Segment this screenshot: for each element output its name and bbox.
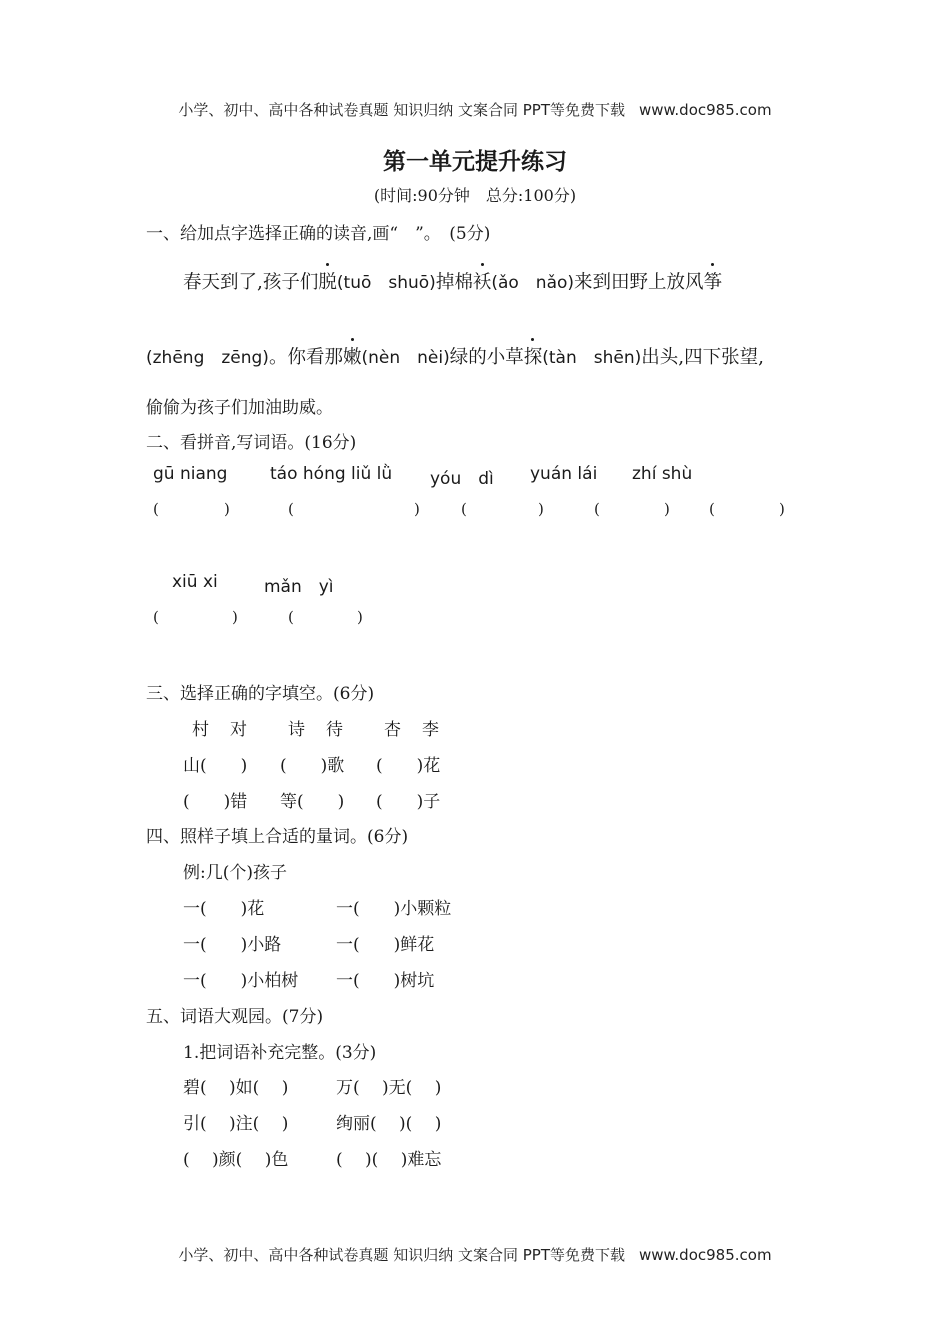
- pinyin-options: (tàn shēn): [542, 348, 642, 368]
- text: 来到田野上放风: [574, 272, 704, 293]
- dotted-char: 袄: [473, 268, 492, 294]
- dotted-char: 筝: [704, 268, 723, 294]
- fill-blank[interactable]: 山( ): [183, 756, 248, 776]
- fill-blank[interactable]: ( )错: [183, 792, 248, 812]
- pinyin-item: yuán lái: [530, 464, 598, 484]
- char-option: 诗: [288, 720, 305, 740]
- fill-blank[interactable]: 一( )花: [183, 899, 265, 919]
- fill-blank[interactable]: 一( )树坑: [336, 971, 435, 991]
- section5-heading: 五、词语大观园。(7分): [146, 1007, 324, 1027]
- pinyin-item: xiū xi: [172, 572, 218, 592]
- pinyin-item: mǎn yì: [264, 577, 334, 597]
- text: 出头,四下张望,: [641, 347, 764, 368]
- answer-box-close: ): [664, 500, 670, 518]
- char-option: 李: [422, 720, 439, 740]
- answer-box-close: ): [232, 608, 238, 626]
- footer-site-text: 小学、初中、高中各种试卷真题 知识归纳 文案合同 PPT等免费下载: [178, 1246, 625, 1264]
- section3-heading: 三、选择正确的字填空。(6分): [146, 684, 375, 704]
- page-footer: [0, 1244, 950, 1265]
- answer-box-open[interactable]: (: [461, 500, 467, 518]
- char-option: 杏: [384, 720, 401, 740]
- fill-blank[interactable]: 一( )小颗粒: [336, 899, 452, 919]
- text: 掉棉: [435, 272, 473, 293]
- section1-line2: [146, 343, 764, 369]
- pinyin-options: (zhēng zēng): [146, 348, 269, 368]
- answer-box-close: ): [224, 500, 230, 518]
- fill-blank[interactable]: 一( )鲜花: [336, 935, 435, 955]
- header-url[interactable]: www.doc985.com: [638, 101, 772, 119]
- fill-blank[interactable]: ( )子: [376, 792, 441, 812]
- subquestion-1: 1.把词语补充完整。(3分): [183, 1043, 377, 1063]
- answer-box-open[interactable]: (: [288, 500, 294, 518]
- fill-blank[interactable]: 碧( )如( ): [183, 1078, 289, 1098]
- fill-blank[interactable]: 等( ): [280, 792, 345, 812]
- pinyin-item: táo hóng liǔ lǜ: [270, 464, 393, 484]
- fill-blank[interactable]: 一( )小路: [183, 935, 282, 955]
- text: 春天到了,孩子们: [183, 272, 319, 293]
- section1-line3: 偷偷为孩子们加油助威。: [146, 398, 333, 418]
- fill-blank[interactable]: ( )颜( )色: [183, 1150, 289, 1170]
- answer-box-close: ): [357, 608, 363, 626]
- section1-heading: 一、给加点字选择正确的读音,画“ ”。 (5分): [146, 224, 491, 244]
- pinyin-item: yóu dì: [430, 469, 494, 489]
- answer-box-open[interactable]: (: [153, 500, 159, 518]
- fill-blank[interactable]: 引( )注( ): [183, 1114, 289, 1134]
- fill-blank[interactable]: ( )歌: [280, 756, 345, 776]
- answer-box-close: ): [414, 500, 420, 518]
- header-site-text: 小学、初中、高中各种试卷真题 知识归纳 文案合同 PPT等免费下载: [178, 101, 625, 119]
- page-header: [0, 99, 950, 120]
- text: 绿的小草: [449, 347, 524, 368]
- footer-url[interactable]: www.doc985.com: [638, 1246, 772, 1264]
- answer-box-open[interactable]: (: [709, 500, 715, 518]
- example-line: 例:几(个)孩子: [183, 863, 287, 883]
- page-title: 第一单元提升练习: [383, 148, 567, 175]
- text: 。你看那: [268, 347, 343, 368]
- char-option: 对: [230, 720, 247, 740]
- pinyin-item: zhí shù: [632, 464, 693, 484]
- fill-blank[interactable]: ( )( )难忘: [336, 1150, 442, 1170]
- answer-box-close: ): [779, 500, 785, 518]
- pinyin-options: (nèn nèi): [361, 348, 450, 368]
- answer-box-open[interactable]: (: [153, 608, 159, 626]
- dotted-char: 探: [524, 343, 543, 369]
- fill-blank[interactable]: 万( )无( ): [336, 1078, 442, 1098]
- fill-blank[interactable]: 一( )小柏树: [183, 971, 299, 991]
- answer-box-open[interactable]: (: [594, 500, 600, 518]
- fill-blank[interactable]: 绚丽( )( ): [336, 1114, 442, 1134]
- section2-heading: 二、看拼音,写词语。(16分): [146, 433, 357, 453]
- answer-box-open[interactable]: (: [288, 608, 294, 626]
- exam-info: (时间:90分钟 总分:100分): [373, 186, 577, 205]
- dotted-char: 嫩: [343, 343, 362, 369]
- char-option: 村: [192, 720, 209, 740]
- char-option: 待: [326, 720, 343, 740]
- dotted-char: 脱: [318, 268, 337, 294]
- section1-line1: [183, 268, 722, 294]
- fill-blank[interactable]: ( )花: [376, 756, 441, 776]
- pinyin-item: gū niang: [153, 464, 228, 484]
- pinyin-options: (tuō shuō): [336, 273, 436, 293]
- answer-box-close: ): [538, 500, 544, 518]
- section4-heading: 四、照样子填上合适的量词。(6分): [146, 827, 409, 847]
- pinyin-options: (ǎo nǎo): [491, 273, 575, 293]
